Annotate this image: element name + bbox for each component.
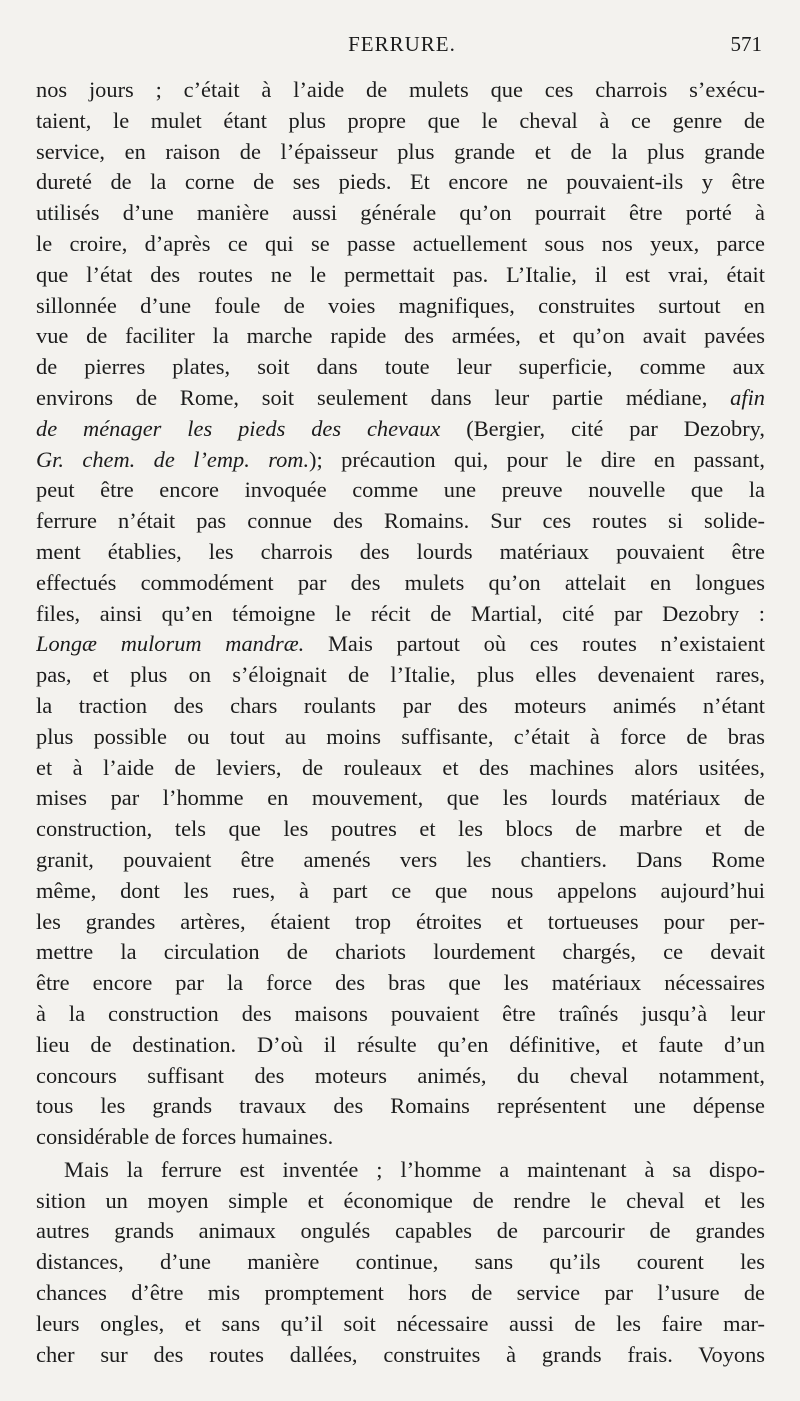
text-line: la traction des chars roulants par des moteurs animés n’étant [36,692,765,718]
text-line: vue de faciliter la marche rapide des armées, et qu’on avait pavées [36,323,765,349]
text-line: taient, le mulet étant plus propre que le cheval à ce genre de [36,107,765,133]
text-line: effectués commodément par des mulets qu’on attelait en longues [36,569,765,595]
text-line: environs de Rome, soit seulement dans leur partie médiane, afin [36,384,765,410]
paragraph-first-line: Mais la ferrure est inventée ; l’homme a maintenant à sa dispo- [64,1156,765,1182]
italic-text: Longæ mulorum mandræ. [36,631,305,657]
text-line: pas, et plus on s’éloignait de l’Italie, plus elles devenaient rares, [36,662,765,688]
text-line: même, dont les rues, à part ce que nous appelons aujourd’hui [36,877,765,903]
text-line: de ménager les pieds des chevaux (Bergier, cité par Dezobry, [36,415,765,441]
page-number: 571 [730,32,762,56]
text-line: être encore par la force des bras que les matériaux nécessaires [36,970,765,996]
text-line: mises par l’homme en mouvement, que les lourds matériaux de [36,785,765,811]
italic-text: afin [730,384,765,410]
text-line: dureté de la corne de ses pieds. Et encore ne pouvaient-ils y être [36,169,765,195]
text-line: à la construction des maisons pouvaient être traînés jusqu’à leur [36,1000,765,1026]
paragraph-last-line: considérable de forces humaines. [36,1124,334,1150]
text-line: nos jours ; c’était à l’aide de mulets que ces charrois s’exécu- [36,77,765,102]
text-line: utilisés d’une manière aussi générale qu’on pourrait être porté à [36,200,765,226]
text-line: sillonnée d’une foule de voies magnifiques, construites surtout en [36,292,765,318]
text-line: tous les grands travaux des Romains représentent une dépense [36,1093,765,1119]
text-line: distances, d’une manière continue, sans qu’ils courent les [36,1249,765,1275]
text-line: Longæ mulorum mandræ. Mais partout où ces routes n’existaient [36,631,765,657]
text-line: construction, tels que les poutres et les blocs de marbre et de [36,816,765,842]
text-line: le croire, d’après ce qui se passe actuellement sous nos yeux, parce [36,230,765,256]
text-line: chances d’être mis promptement hors de service par l’usure de [36,1280,765,1306]
text-line: ferrure n’était pas connue des Romains. Sur ces routes si solide- [36,508,765,534]
text-line: ment établies, les charrois des lourds matériaux pouvaient être [36,538,765,564]
text-line: peut être encore invoquée comme une preuve nouvelle que la [36,477,765,503]
text-line: leurs ongles, et sans qu’il soit nécessaire aussi de les faire mar- [36,1310,765,1336]
text-line: Gr. chem. de l’emp. rom.); précaution qui, pour le dire en passant, [36,446,765,472]
running-head [40,32,764,62]
text-line: mettre la circulation de chariots lourdement chargés, ce devait [36,939,765,965]
text-line: les grandes artères, étaient trop étroites et tortueuses pour per- [36,908,765,934]
text-line: concours suffisant des moteurs animés, du cheval notamment, [36,1062,765,1088]
text-line: autres grands animaux ongulés capables de parcourir de grandes [36,1218,765,1244]
text-line: plus possible ou tout au moins suffisante, c’était à force de bras [36,723,765,749]
text-line: que l’état des routes ne le permettait pas. L’Italie, il est vrai, était [36,261,765,287]
text-line: de pierres plates, soit dans toute leur superficie, comme aux [36,354,765,380]
body-text [36,75,765,1370]
text-line: files, ainsi qu’en témoigne le récit de Martial, cité par Dezobry : [36,600,765,626]
text-line: granit, pouvaient être amenés vers les chantiers. Dans Rome [36,846,765,872]
text-line: sition un moyen simple et économique de rendre le cheval et les [36,1187,765,1213]
running-title: FERRURE. [348,32,456,56]
text-line: service, en raison de l’épaisseur plus grande et de la plus grande [36,138,765,164]
text-line: cher sur des routes dallées, construites à grands frais. Voyons [36,1341,765,1367]
italic-text: Gr. chem. de l’emp. rom. [36,446,310,472]
italic-text: de ménager les pieds des chevaux [36,415,441,441]
text-line: lieu de destination. D’où il résulte qu’en définitive, et faute d’un [36,1031,765,1057]
text-line: et à l’aide de leviers, de rouleaux et des machines alors usitées, [36,754,765,780]
